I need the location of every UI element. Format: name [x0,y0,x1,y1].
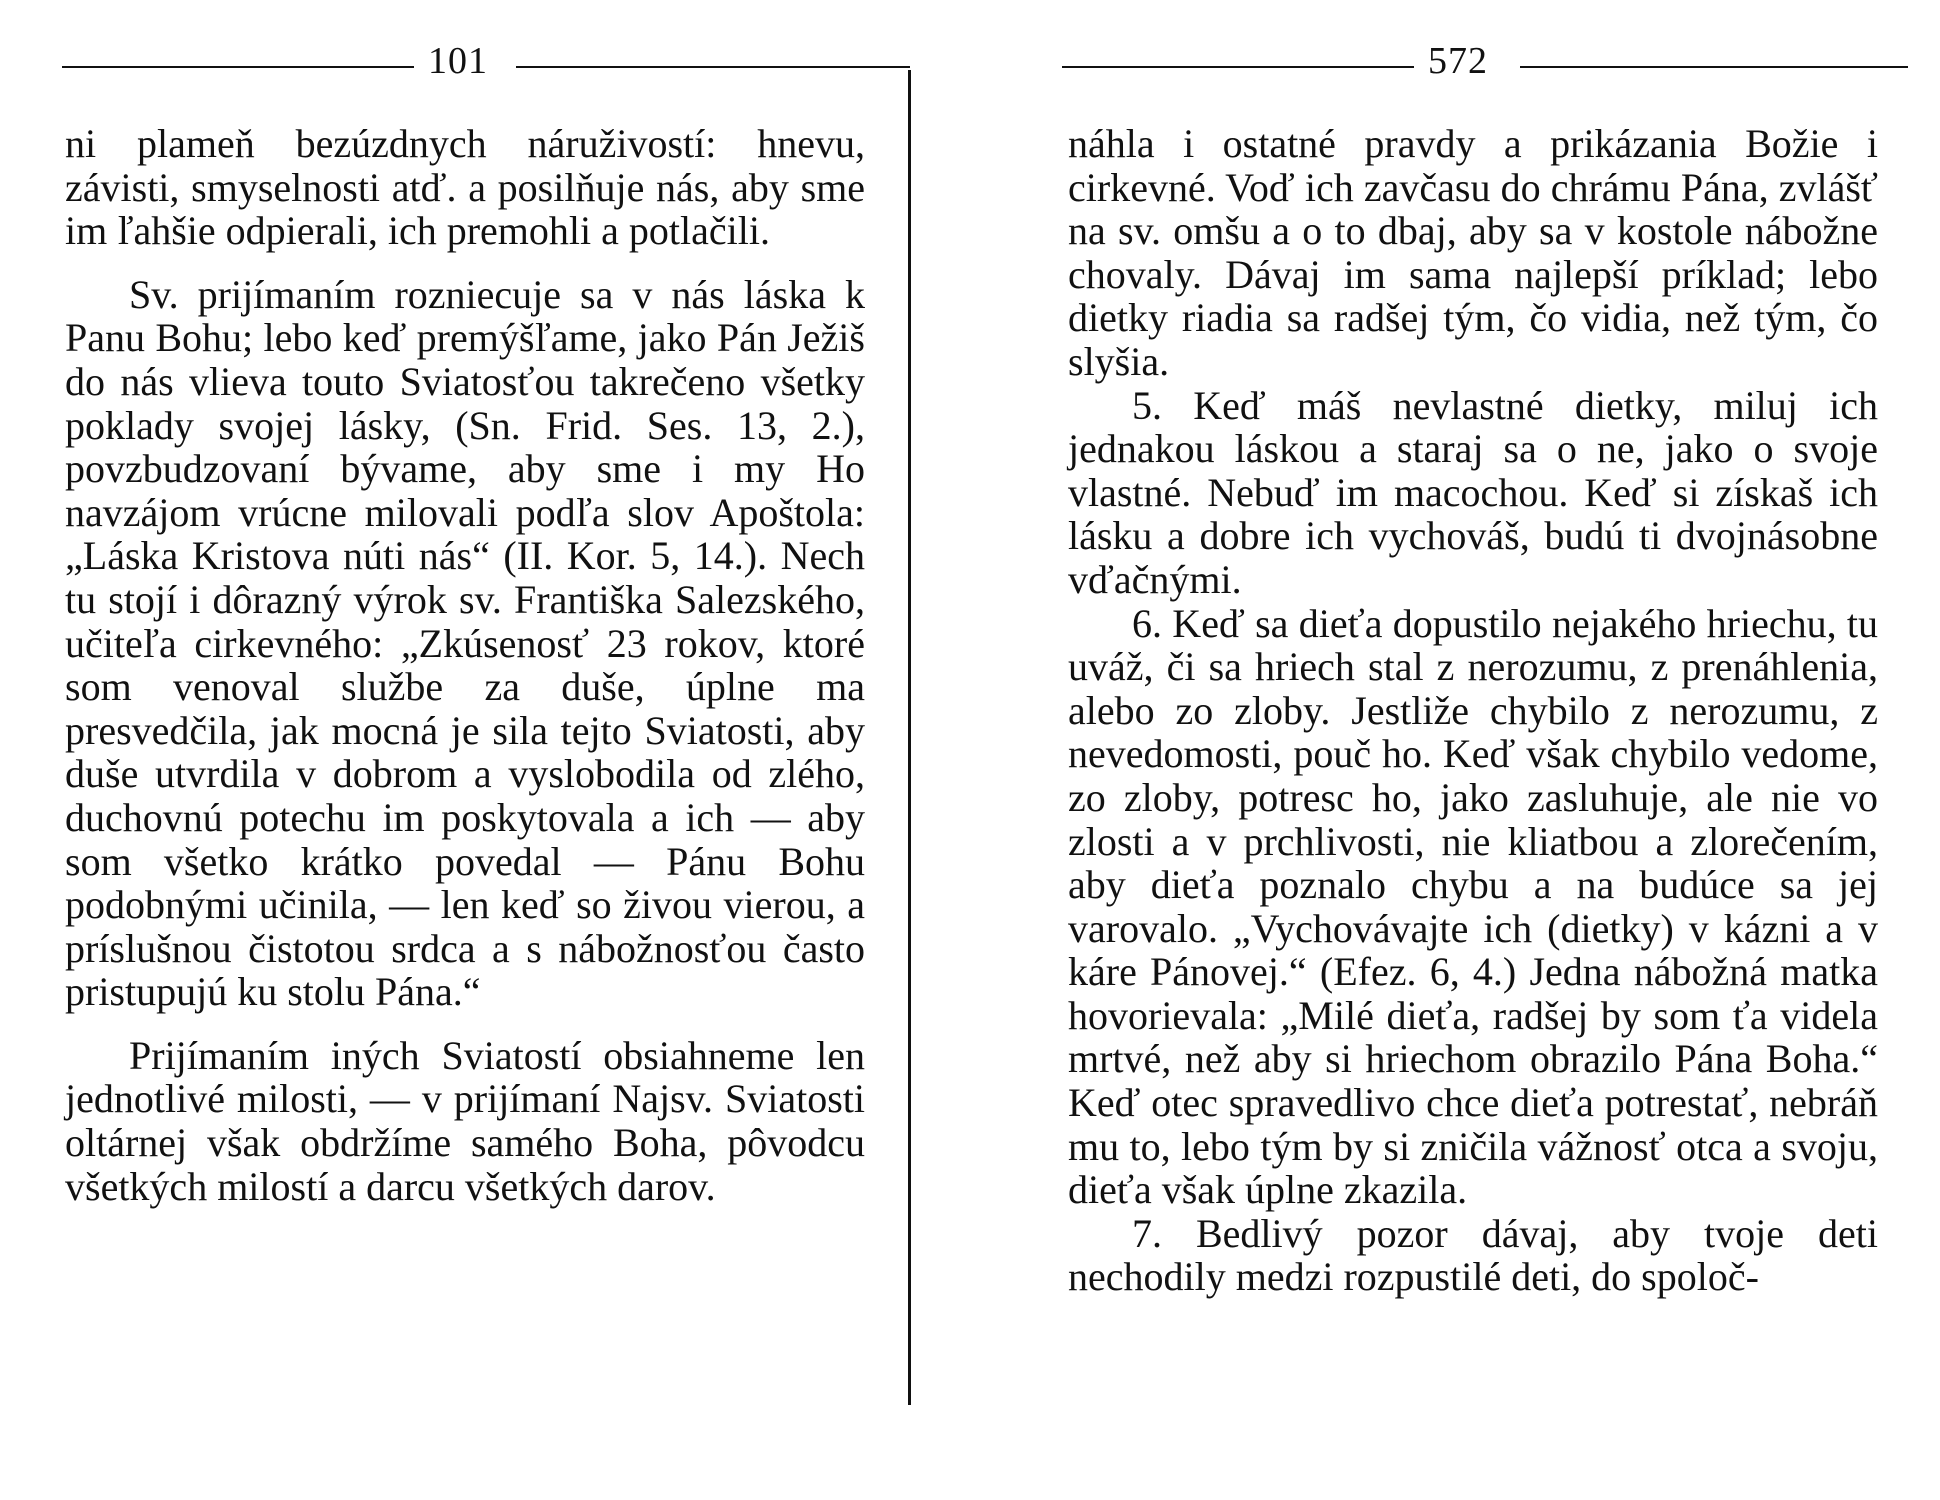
right-page [1050,0,1940,1500]
right-paragraph-1: náhla i ostatné pravdy a prikázania Božie i cirkevné. Voď ich zavčasu do chrámu Pána, zvlášť na sv. omšu a o to dbaj, aby sa v kostole nábožne chovaly. Dávaj im sama najlepší príklad; lebo dietky riadia sa radšej tým, čo vidia, než tým, čo slyšia. [1068,121,1878,384]
left-page-number: 101 [428,40,488,82]
left-page-header [0,36,920,86]
right-page-body [1068,122,1878,1299]
left-header-rule-left [62,66,414,68]
right-header-rule-left [1062,66,1414,68]
right-header-rule-right [1520,66,1908,68]
right-page-header [1050,36,1940,86]
right-paragraph-3: 6. Keď sa dieťa dopustilo nejakého hriechu, tu uváž, či sa hriech stal z nerozumu, z prenáhlenia, alebo zo zloby. Jestliže chybilo z nerozumu, z nevedomosti, pouč ho. Keď však chybilo vedome, zo zloby, potresc ho, jako zasluhuje, ale nie vo zlosti a v prchlivosti, nie kliatbou a zlorečením, aby dieťa poznalo chybu a na budúce sa jej varovalo. „Vychovávajte ich (dietky) v kázni a v káre Pánovej.“ (Efez. 6, 4.) Jedna nábožná matka hovorievala: „Milé dieťa, radšej by som ťa videla mrtvé, než aby si hriechom obrazilo Pána Boha.“ Keď otec spravedlivo chce dieťa potrestať, nebráň mu to, lebo tým by si zničila vážnosť otca a svoju, dieťa však úplne zkazila. [1068,600,1878,1213]
left-paragraph-2: Sv. prijímaním rozniecuje sa v nás láska k Panu Bohu; lebo keď premýšľame, jako Pán Ježiš do nás vlieva touto Sviatosťou takrečeno všetky poklady svojej lásky, (Sn. Frid. Ses. 13, 2.), povzbudzovaní bývame, aby sme i my Ho navzájom vrúcne milovali podľa slov Apoštola: „Láska Kristova núti nás“ (II. Kor. 5, 14.). Nech tu stojí i dôrazný výrok sv. Františka Salezského, učiteľa cirkevného: „Zkúsenosť 23 rokov, ktoré som venoval službe za duše, úplne ma presvedčila, jak mocná je sila tejto Sviatosti, aby duše utvrdila v dobrom a vyslobodila od zlého, duchovnú potechu im poskytovala a ich — aby som všetko krátko povedal — Pánu Bohu podobnými učinila, — len keď so živou vierou, a príslušnou čistotou srdca a s nábožnosťou často pristupujú ku stolu Pána.“ [65,271,865,1015]
right-paragraph-4: 7. Bedlivý pozor dávaj, aby tvoje deti nechodily medzi rozpustilé deti, do spoloč- [1068,1210,1878,1300]
left-header-rule-right [516,66,910,68]
left-page [0,0,920,1500]
page-divider-line [908,70,911,1405]
left-page-body [65,122,865,1208]
right-paragraph-2: 5. Keď máš nevlastné dietky, miluj ich jednakou láskou a staraj sa o ne, jako o svoje vlastné. Nebuď im macochou. Keď si získaš ich lásku a dobre ich vychováš, budú ti dvojnásobne vďačnými. [1068,382,1878,602]
left-paragraph-1: ni plameň bezúzdnych náruživostí: hnevu, závisti, smyselnosti atď. a posilňuje nás, aby sme im ľahšie odpierali, ich premohli a potlačili. [65,121,865,254]
right-page-number: 572 [1428,40,1488,82]
left-paragraph-3: Prijímaním iných Sviatostí obsiahneme len jednotlivé milosti, — v prijímaní Najsv. Sviatosti oltárnej však obdržíme samého Boha, pôvodcu všetkých milostí a darcu všetkých darov. [65,1032,865,1209]
